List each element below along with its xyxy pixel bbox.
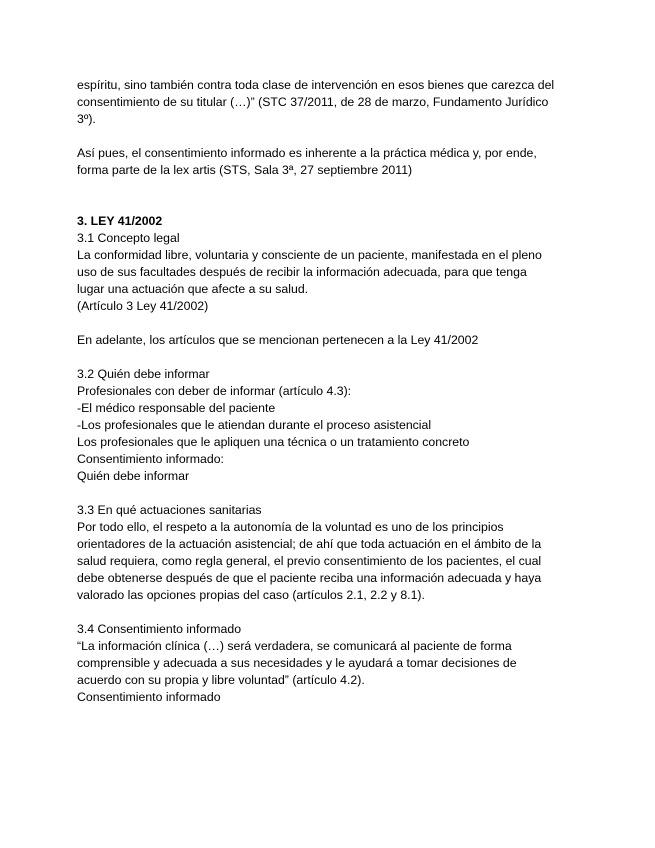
text-line: La conformidad libre, voluntaria y consciente de un paciente, manifestada en el pleno <box>77 248 542 262</box>
text-line: “La información clínica (…) será verdadera, se comunicará al paciente de forma <box>77 639 512 653</box>
text-line: lugar una actuación que afecte a su salud. <box>77 282 309 296</box>
section-3 <box>77 213 582 315</box>
text-line: En adelante, los artículos que se mencionan pertenecen a la Ley 41/2002 <box>77 333 479 347</box>
text-line: Consentimiento informado: <box>77 452 224 466</box>
subsection-3-3 <box>77 502 582 604</box>
paragraph-spacer <box>77 604 582 621</box>
paragraph-spacer <box>77 179 582 213</box>
text-line: Consentimiento informado <box>77 690 221 704</box>
text-line: (Artículo 3 Ley 41/2002) <box>77 299 209 313</box>
text-line: comprensible y adecuada a sus necesidades y le ayudará a tomar decisiones de <box>77 656 517 670</box>
text-line: Profesionales con deber de informar (artículo 4.3): <box>77 384 352 398</box>
subsection-3-4 <box>77 621 582 706</box>
text-line: -Los profesionales que le atiendan durante el proceso asistencial <box>77 418 432 432</box>
text-line: Quién debe informar <box>77 469 190 483</box>
text-line: consentimiento de su titular (…)” (STC 37/2011, de 28 de marzo, Fundamento Jurídico <box>77 95 549 109</box>
text-line: orientadores de la actuación asistencial; de ahí que toda actuación en el ámbito de la <box>77 537 542 551</box>
text-line: Por todo ello, el respeto a la autonomía de la voluntad es uno de los principios <box>77 520 504 534</box>
text-line: Los profesionales que le apliquen una técnica o un tratamiento concreto <box>77 435 470 449</box>
paragraph-spacer <box>77 128 582 145</box>
paragraph-spacer <box>77 485 582 502</box>
text-line: espíritu, sino también contra toda clase de intervención en esos bienes que carezca del <box>77 78 555 92</box>
subsection-3-2 <box>77 366 582 485</box>
text-line: Así pues, el consentimiento informado es inherente a la práctica médica y, por ende, <box>77 146 537 160</box>
subsection-heading: 3.2 Quién debe informar <box>77 367 210 381</box>
intro-conclusion-paragraph <box>77 145 582 179</box>
document-page <box>77 77 582 706</box>
text-line: salud requiera, como regla general, el previo consentimiento de los pacientes, el cual <box>77 554 542 568</box>
section-title: 3. LEY 41/2002 <box>77 214 163 228</box>
subsection-heading: 3.3 En qué actuaciones sanitarias <box>77 503 262 517</box>
text-line: forma parte de la lex artis (STS, Sala 3ª, 27 septiembre 2011) <box>77 163 413 177</box>
text-line: debe obtenerse después de que el paciente reciba una información adecuada y haya <box>77 571 542 585</box>
subsection-heading: 3.1 Concepto legal <box>77 231 180 245</box>
law-note-paragraph <box>77 332 582 349</box>
text-line: 3º). <box>77 112 96 126</box>
text-line: -El médico responsable del paciente <box>77 401 276 415</box>
subsection-heading: 3.4 Consentimiento informado <box>77 622 242 636</box>
text-line: uso de sus facultades después de recibir la información adecuada, para que tenga <box>77 265 527 279</box>
intro-quote-paragraph <box>77 77 582 128</box>
paragraph-spacer <box>77 315 582 332</box>
paragraph-spacer <box>77 349 582 366</box>
text-line: valorado las opciones propias del caso (artículos 2.1, 2.2 y 8.1). <box>77 588 425 602</box>
text-line: acuerdo con su propia y libre voluntad” (artículo 4.2). <box>77 673 365 687</box>
